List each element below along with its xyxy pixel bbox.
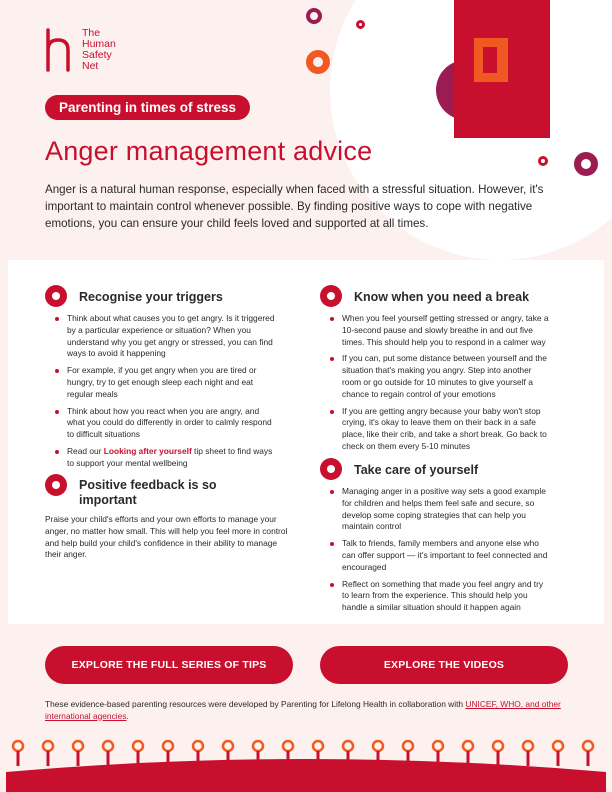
- decorative-dot: [463, 741, 473, 751]
- section-title: Take care of yourself: [354, 463, 479, 477]
- list-item: When you feel yourself getting stressed or angry, take a 10-second pause and slowly breathe in and out five times. This should help you to respond in a calmer way: [328, 313, 550, 348]
- list-item: [53, 446, 275, 470]
- page-title: Anger management advice: [45, 136, 373, 166]
- text: These evidence-based parenting resources were developed by Parenting for Lifelong Health in collaboration with: [45, 699, 466, 709]
- decorative-ring: [356, 20, 365, 29]
- looking-after-yourself-link[interactable]: Looking after yourself: [103, 445, 192, 456]
- decorative-dot: [193, 741, 203, 751]
- decorative-dot: [523, 741, 533, 751]
- bullet-list: [328, 313, 550, 453]
- bullet-circle-icon: [320, 458, 342, 480]
- intro-paragraph: Anger is a natural human response, especially when faced with a stressful situation. However, it's important to maintain control whenever possible. By finding positive ways to cope with negative emotions, you can ensure your child feels loved and supported at all times.: [45, 183, 544, 230]
- decorative-ring: [306, 8, 322, 24]
- logo-line: The: [82, 27, 101, 39]
- section-recognise-triggers: [45, 285, 275, 475]
- text: .: [126, 710, 129, 721]
- logo-line: Net: [82, 60, 99, 72]
- partners-link[interactable]: UNICEF, WHO, and other international agencies: [45, 699, 561, 721]
- section-title: Positive feedback is so important: [79, 478, 217, 507]
- list-item: Talk to friends, family members and anyone else who can offer support — it's important to feel connected and encouraged: [328, 538, 550, 573]
- bullet-circle-icon: [45, 285, 67, 307]
- human-safety-net-logo-icon: [44, 28, 74, 72]
- list-item: Reflect on something that made you feel angry and try to learn from the experience. This should help you handle a similar situation should it happen again: [328, 579, 550, 614]
- section-take-care: [320, 458, 550, 619]
- section-title: Know when you need a break: [354, 290, 530, 304]
- bullet-list: [328, 486, 550, 614]
- section-positive-feedback: [45, 474, 288, 561]
- decorative-dot: [313, 741, 323, 751]
- series-badge: Parenting in times of stress: [45, 95, 250, 120]
- decorative-ring: [574, 152, 598, 176]
- decorative-dot: [433, 741, 443, 751]
- decorative-dot: [43, 741, 53, 751]
- decorative-dot: [253, 741, 263, 751]
- decorative-dot: [283, 741, 293, 751]
- section-title: Recognise your triggers: [79, 290, 223, 304]
- decorative-inner-block: [483, 47, 497, 73]
- decorative-dot: [373, 741, 383, 751]
- decorative-dot: [13, 741, 23, 751]
- decorative-dot: [223, 741, 233, 751]
- list-item: Managing anger in a positive way sets a good example for children and helps them feel safe and secure, so develop some coping strategies that can help you maintain control: [328, 486, 550, 533]
- decorative-dot: [103, 741, 113, 751]
- list-item: Think about what causes you to get angry. Is it triggered by a particular experience or situation? When you understand why you get angry or stressed, you can find ways to avoid it happening: [53, 313, 275, 360]
- footer-note: [45, 699, 575, 722]
- list-item: For example, if you get angry when you are tired or hungry, try to get enough sleep each night and eat regular meals: [53, 365, 275, 400]
- feedback-paragraph: Praise your child's efforts and your own efforts to manage your anger, no matter how small. This will help you feel more in control and help build your child's confidence in their ability to manage their anger.: [45, 514, 288, 560]
- decorative-dot: [493, 741, 503, 751]
- logo[interactable]: [44, 28, 116, 72]
- decorative-dot: [73, 741, 83, 751]
- decorative-dot: [163, 741, 173, 751]
- logo-line: Human: [82, 38, 116, 50]
- decorative-dot: [133, 741, 143, 751]
- decorative-ring: [306, 50, 330, 74]
- explore-tips-button[interactable]: EXPLORE THE FULL SERIES OF TIPS: [45, 646, 293, 684]
- text: Read our: [67, 445, 104, 456]
- decorative-dot-border: [6, 736, 606, 792]
- decorative-dot: [553, 741, 563, 751]
- decorative-dot: [583, 741, 593, 751]
- text: tip sheet to find ways to support your mental wellbeing: [67, 445, 273, 468]
- logo-line: Safety: [82, 49, 112, 61]
- explore-videos-button[interactable]: EXPLORE THE VIDEOS: [320, 646, 568, 684]
- list-item: If you are getting angry because your baby won't stop crying, it's okay to leave them on their back in a safe place, like their crib, and take a short break. Go back to check on them every 5-10 minutes: [328, 406, 550, 453]
- decorative-ring: [538, 156, 548, 166]
- list-item: If you can, put some distance between yourself and the situation that's making you angry. Step into another room or go outside for 10 minutes to give yourself a chance to regain control of your emotions: [328, 353, 550, 400]
- bullet-list: [53, 313, 275, 470]
- decorative-dot: [343, 741, 353, 751]
- list-item: Think about how you react when you are angry, and what you could do differently in order to calmly respond to difficult situations: [53, 406, 275, 441]
- bullet-circle-icon: [320, 285, 342, 307]
- bullet-circle-icon: [45, 474, 67, 496]
- logo-text: [82, 28, 116, 72]
- decorative-dot: [403, 741, 413, 751]
- section-know-break: [320, 285, 550, 458]
